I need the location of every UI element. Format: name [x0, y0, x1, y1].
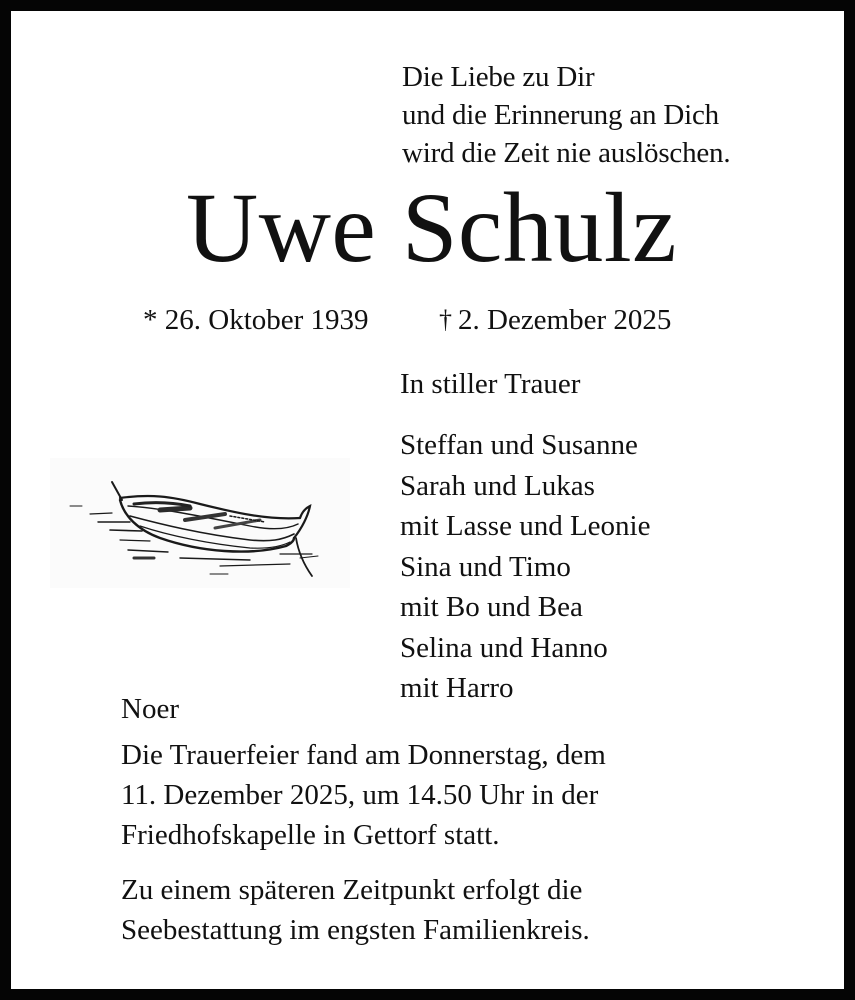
burial-info	[121, 870, 590, 950]
deceased-name: Uwe Schulz	[186, 172, 677, 283]
rowboat-sketch-icon	[50, 458, 350, 588]
family-list	[400, 425, 650, 709]
family-member: Selina und Hanno	[400, 631, 608, 664]
memorial-verse	[402, 58, 730, 172]
birth-star-icon: *	[143, 304, 158, 336]
service-line: Die Trauerfeier fand am Donnerstag, dem	[121, 739, 606, 771]
funeral-service-info	[121, 735, 606, 855]
verse-line: wird die Zeit nie auslöschen.	[402, 137, 731, 169]
birth-date-line	[143, 302, 369, 338]
family-member: mit Harro	[400, 672, 514, 704]
death-date: 2. Dezember 2025	[458, 304, 672, 336]
cross-icon: †	[439, 305, 452, 334]
service-line: 11. Dezember 2025, um 14.50 Uhr in der	[121, 779, 599, 811]
family-member: Sarah und Lukas	[400, 469, 595, 502]
family-member: mit Bo und Bea	[400, 591, 583, 623]
burial-line: Zu einem späteren Zeitpunkt erfolgt die	[121, 874, 583, 906]
verse-line: und die Erinnerung an Dich	[402, 99, 719, 131]
mourning-heading: In stiller Trauer	[400, 368, 581, 400]
death-date-line	[439, 302, 671, 339]
birth-date: 26. Oktober 1939	[164, 304, 369, 336]
burial-line: Seebestattung im engsten Familienkreis.	[121, 914, 590, 946]
family-member: mit Lasse und Leonie	[400, 510, 651, 542]
verse-line: Die Liebe zu Dir	[402, 61, 595, 93]
service-line: Friedhofskapelle in Gettorf statt.	[121, 819, 500, 851]
place-of-residence: Noer	[121, 693, 179, 725]
family-member: Steffan und Susanne	[400, 429, 638, 461]
family-member: Sina und Timo	[400, 550, 571, 583]
